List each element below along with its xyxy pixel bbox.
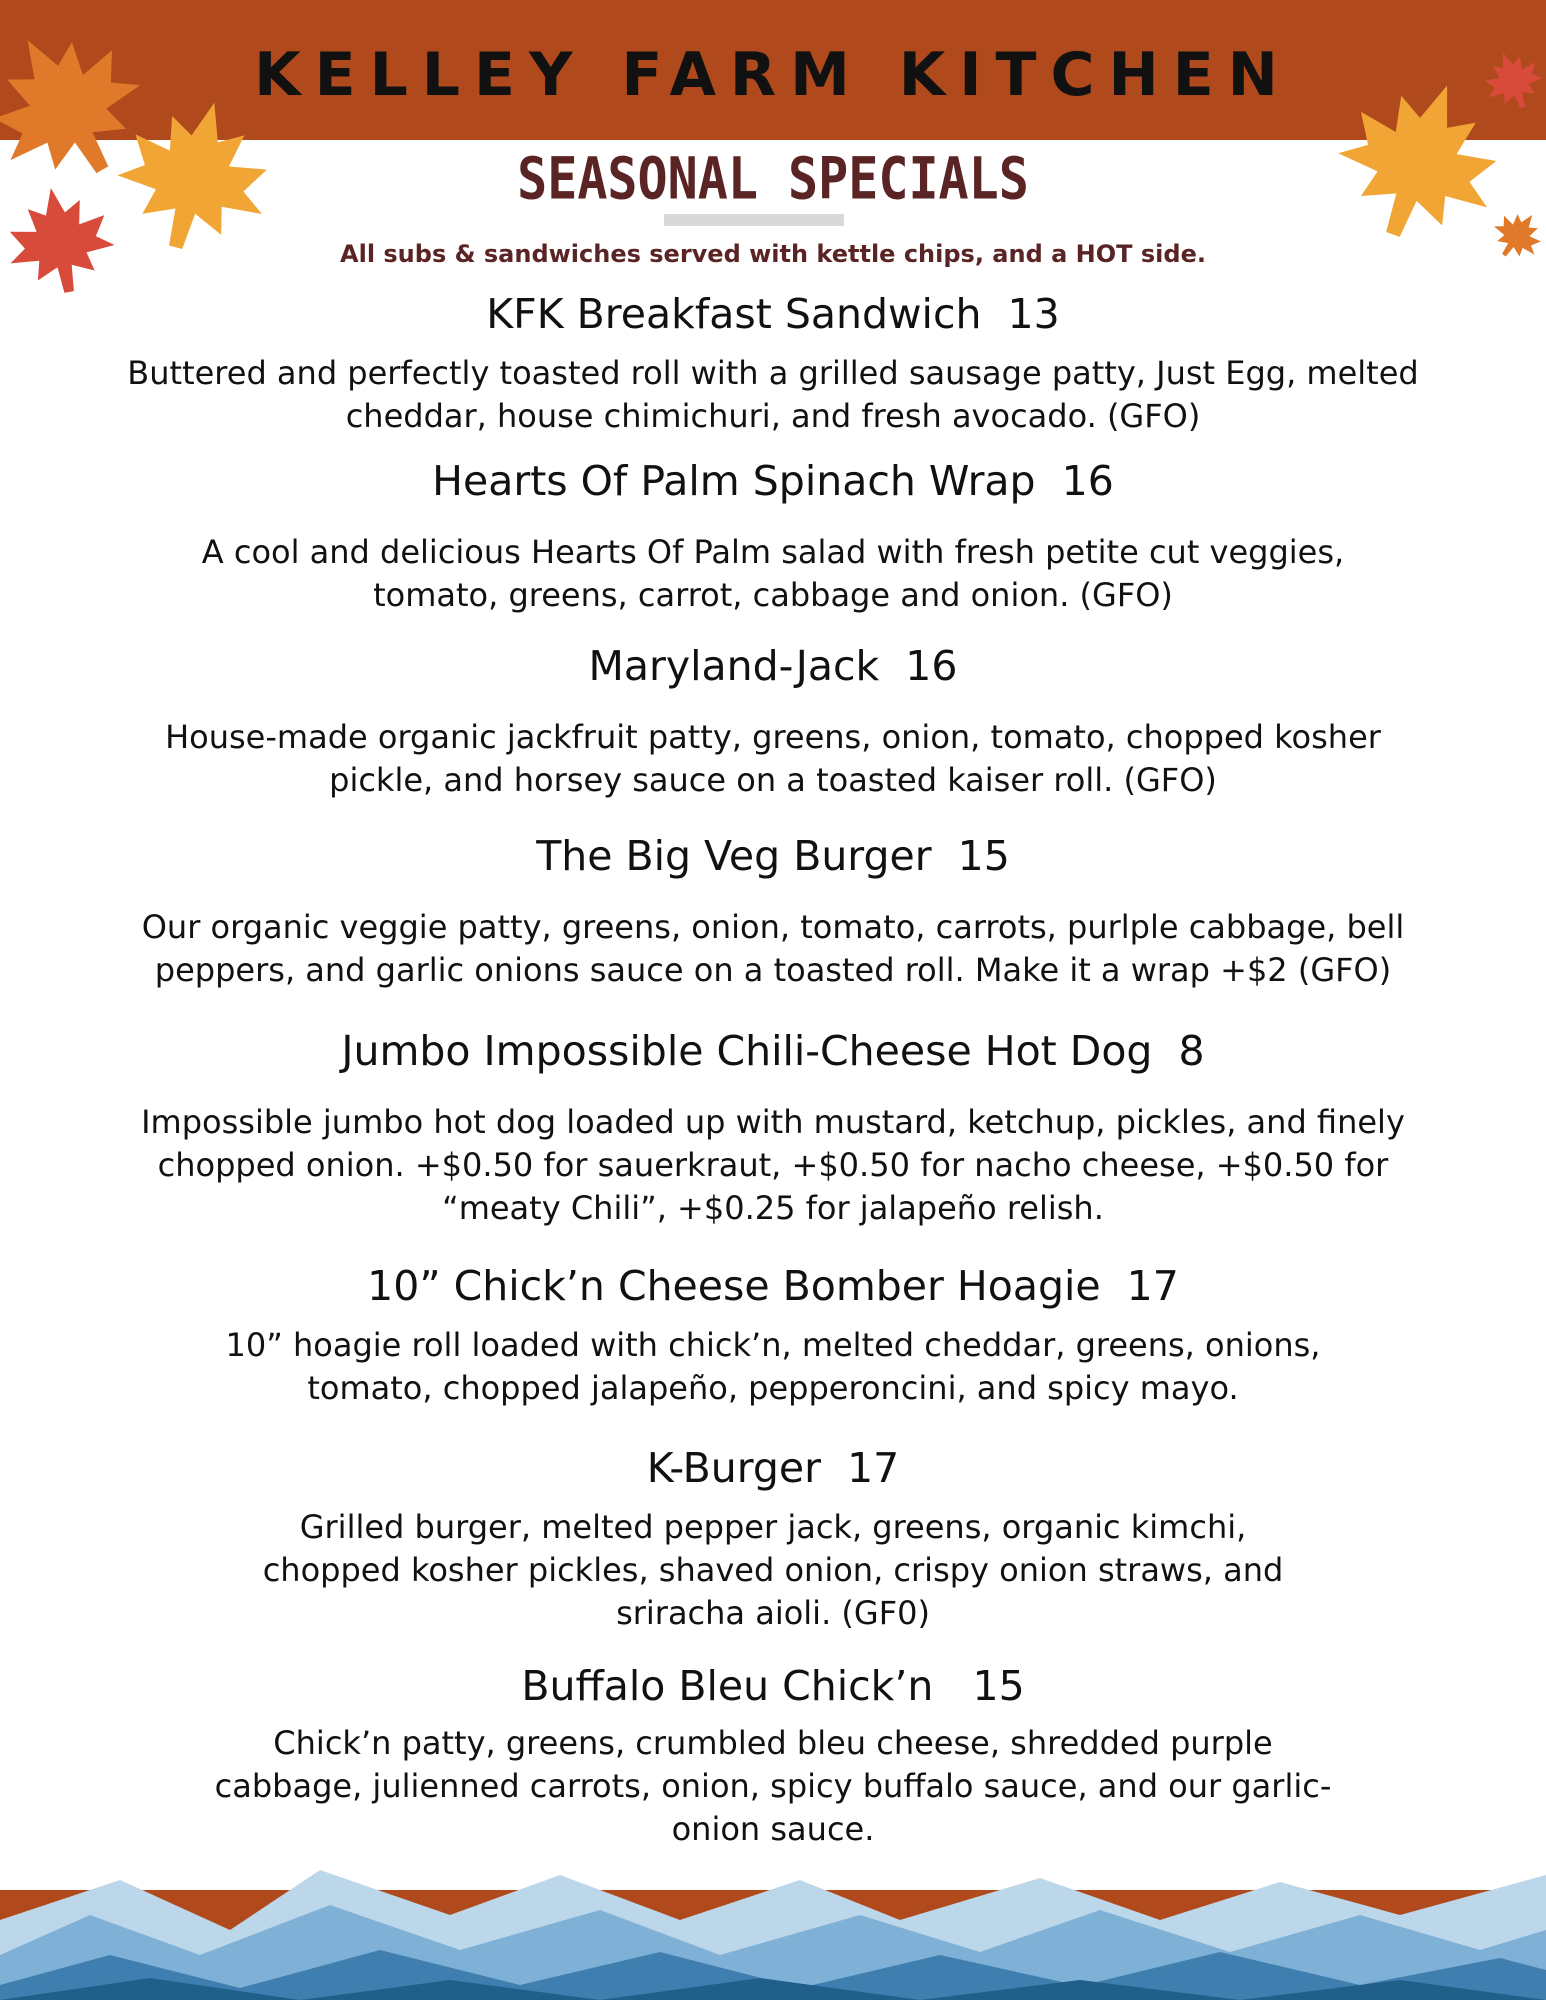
item-description: Chick’n patty, greens, crumbled bleu cheese, shredded purple cabbage, julienned carrots, onion, spicy buffalo sauce, and our garlic-onion sauce. [214,1724,1332,1848]
menu-item [60,1442,1486,1635]
item-description: Our organic veggie patty, greens, onion, tomato, carrots, purlple cabbage, bell peppers, and garlic onions sauce on a toasted roll. Make it a wrap +$2 (GFO) [141,908,1405,989]
subtitle-underline [664,214,844,226]
item-name: Buffalo Bleu Chick’n 15 [521,1662,1025,1710]
menu-item [60,1660,1486,1851]
item-name: K-Burger 17 [646,1444,900,1492]
item-description: Impossible jumbo hot dog loaded up with mustard, ketchup, pickles, and finely chopped onion. +$0.50 for sauerkraut, +$0.50 for nacho cheese, +$0.50 for “meaty Chili”, +$0.25 for jalapeño relish. [141,1103,1405,1227]
item-description: House-made organic jackfruit patty, greens, onion, tomato, chopped kosher pickle, and horsey sauce on a toasted kaiser roll. (GFO) [165,718,1381,799]
item-description: A cool and delicious Hearts Of Palm salad with fresh petite cut veggies, tomato, greens, carrot, cabbage and onion. (GFO) [201,533,1345,614]
menu-subtitle: SEASONAL SPECIALS [517,145,1029,213]
mountains-illustration [0,1860,1546,2000]
menu-item [60,640,1486,802]
item-name: Hearts Of Palm Spinach Wrap 16 [432,457,1114,505]
item-description: 10” hoagie roll loaded with chick’n, melted cheddar, greens, onions, tomato, chopped jalapeño, pepperoncini, and spicy mayo. [225,1326,1321,1407]
menu-item [60,455,1486,617]
item-name: Jumbo Impossible Chili-Cheese Hot Dog 8 [341,1027,1205,1075]
menu-item [60,288,1486,438]
item-name: The Big Veg Burger 15 [536,832,1010,880]
menu-item [60,1025,1486,1230]
menu-item [60,830,1486,992]
item-description: Buttered and perfectly toasted roll with a grilled sausage patty, Just Egg, melted cheddar, house chimichuri, and fresh avocado. (GFO) [127,354,1419,435]
item-description: Grilled burger, melted pepper jack, greens, organic kimchi, chopped kosher pickles, shaved onion, crispy onion straws, and sriracha aioli. (GF0) [262,1508,1284,1632]
menu-item [60,1260,1486,1410]
item-name: KFK Breakfast Sandwich 13 [486,290,1060,338]
item-name: 10” Chick’n Cheese Bomber Hoagie 17 [367,1262,1179,1310]
item-name: Maryland-Jack 16 [588,642,958,690]
restaurant-title: KELLEY FARM KITCHEN [254,40,1292,110]
served-with-note: All subs & sandwiches served with kettle chips, and a HOT side. [340,240,1206,268]
